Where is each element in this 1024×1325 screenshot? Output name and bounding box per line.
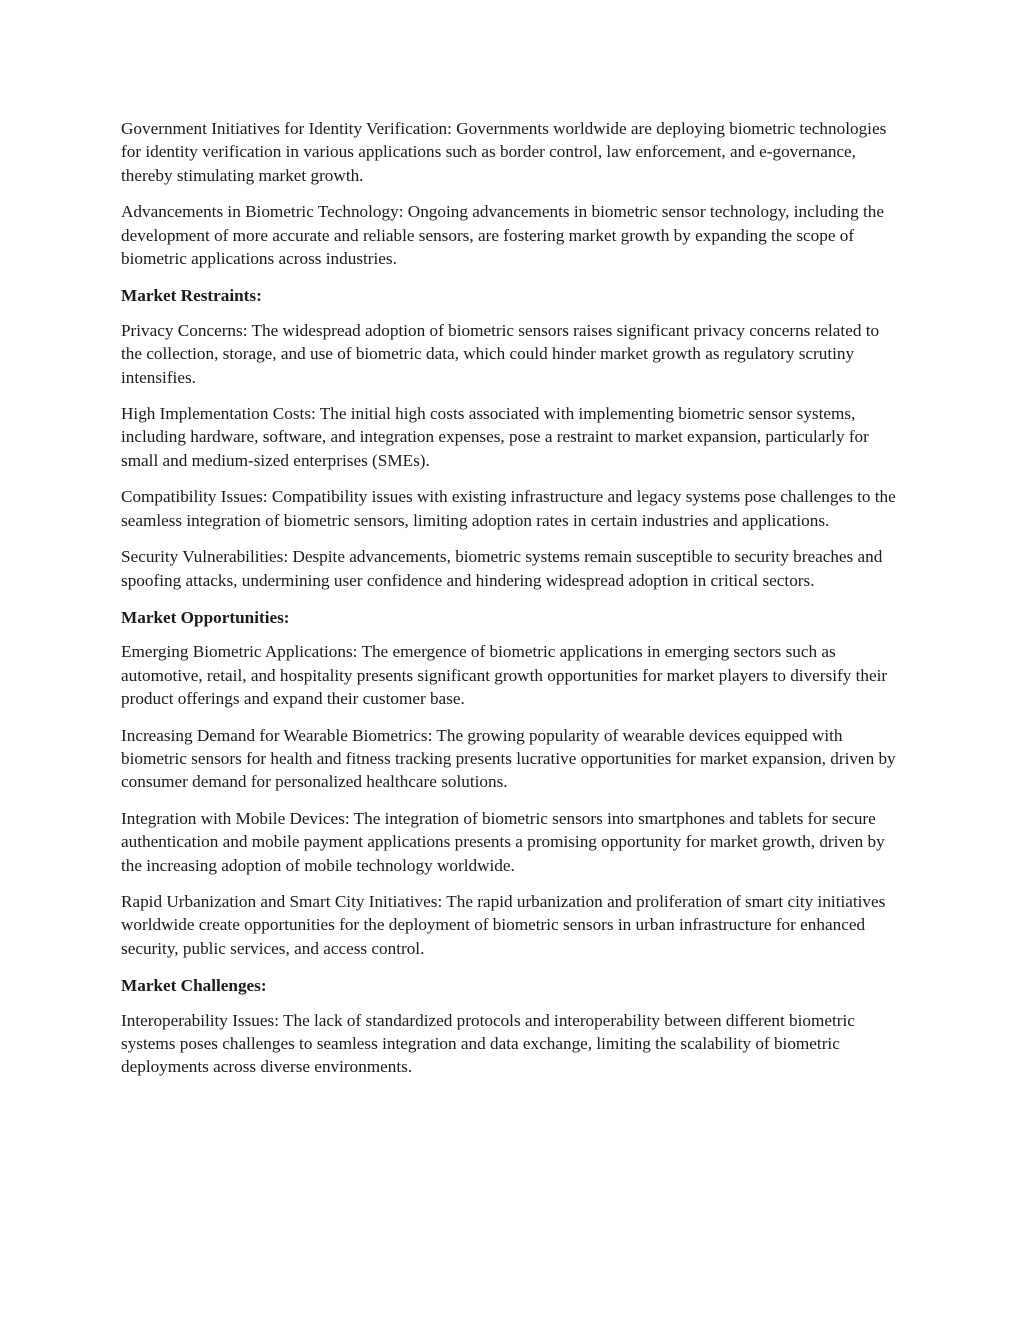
- heading-market-restraints: Market Restraints:: [121, 286, 262, 306]
- paragraph-compatibility-issues: Compatibility Issues: Compatibility issues with existing infrastructure and legacy systems pose challenges to the seamless integration of biometric sensors, limiting adoption rates in certain industries and applications.: [121, 487, 896, 530]
- paragraph-smart-city-initiatives: Rapid Urbanization and Smart City Initiatives: The rapid urbanization and proliferation of smart city initiatives worldwide create opportunities for the deployment of biometric sensors in urban infrastructure for enhanced security, public services, and access control.: [121, 891, 886, 958]
- paragraph-government-initiatives: Government Initiatives for Identity Verification: Governments worldwide are deploying biometric technologies for identity verification in various applications such as border control, law enforcement, and e-governance, thereby stimulating market growth.: [121, 119, 887, 185]
- paragraph-mobile-devices: Integration with Mobile Devices: The integration of biometric sensors into smartphones and tablets for secure authentication and mobile payment applications presents a promising opportunity for market growth, driven by the increasing adoption of mobile technology worldwide.: [121, 808, 885, 875]
- paragraph-security-vulnerabilities: Security Vulnerabilities: Despite advancements, biometric systems remain susceptible to security breaches and spoofing attacks, undermining user confidence and hindering widespread adoption in critical sectors.: [121, 547, 883, 590]
- paragraph-interoperability-issues: Interoperability Issues: The lack of standardized protocols and interoperability between different biometric systems poses challenges to seamless integration and data exchange, limiting the scalability of biometric deployments across diverse environments.: [121, 1010, 855, 1077]
- heading-market-challenges: Market Challenges:: [121, 976, 267, 996]
- paragraph-advancements-biometric-technology: Advancements in Biometric Technology: Ongoing advancements in biometric sensor technology, including the development of more accurate and reliable sensors, are fostering market growth by expanding the scope of biometric applications across industries.: [121, 202, 884, 269]
- paragraph-high-implementation-costs: High Implementation Costs: The initial high costs associated with implementing biometric sensor systems, including hardware, software, and integration expenses, pose a restraint to market expansion, particularly for small and medium-sized enterprises (SMEs).: [121, 404, 869, 470]
- heading-market-opportunities: Market Opportunities:: [121, 607, 290, 627]
- paragraph-privacy-concerns: Privacy Concerns: The widespread adoption of biometric sensors raises significant privacy concerns related to the collection, storage, and use of biometric data, which could hinder market growth as regulatory scrutiny intensifies.: [121, 320, 880, 387]
- paragraph-emerging-biometric-applications: Emerging Biometric Applications: The emergence of biometric applications in emerging sectors such as automotive, retail, and hospitality presents significant growth opportunities for market players to diversify their product offerings and expand their customer base.: [121, 642, 888, 709]
- document-page: [121, 117, 901, 1092]
- paragraph-wearable-biometrics: Increasing Demand for Wearable Biometrics: The growing popularity of wearable devices equipped with biometric sensors for health and fitness tracking presents lucrative opportunities for market expansion, driven by consumer demand for personalized healthcare solutions.: [121, 725, 896, 792]
